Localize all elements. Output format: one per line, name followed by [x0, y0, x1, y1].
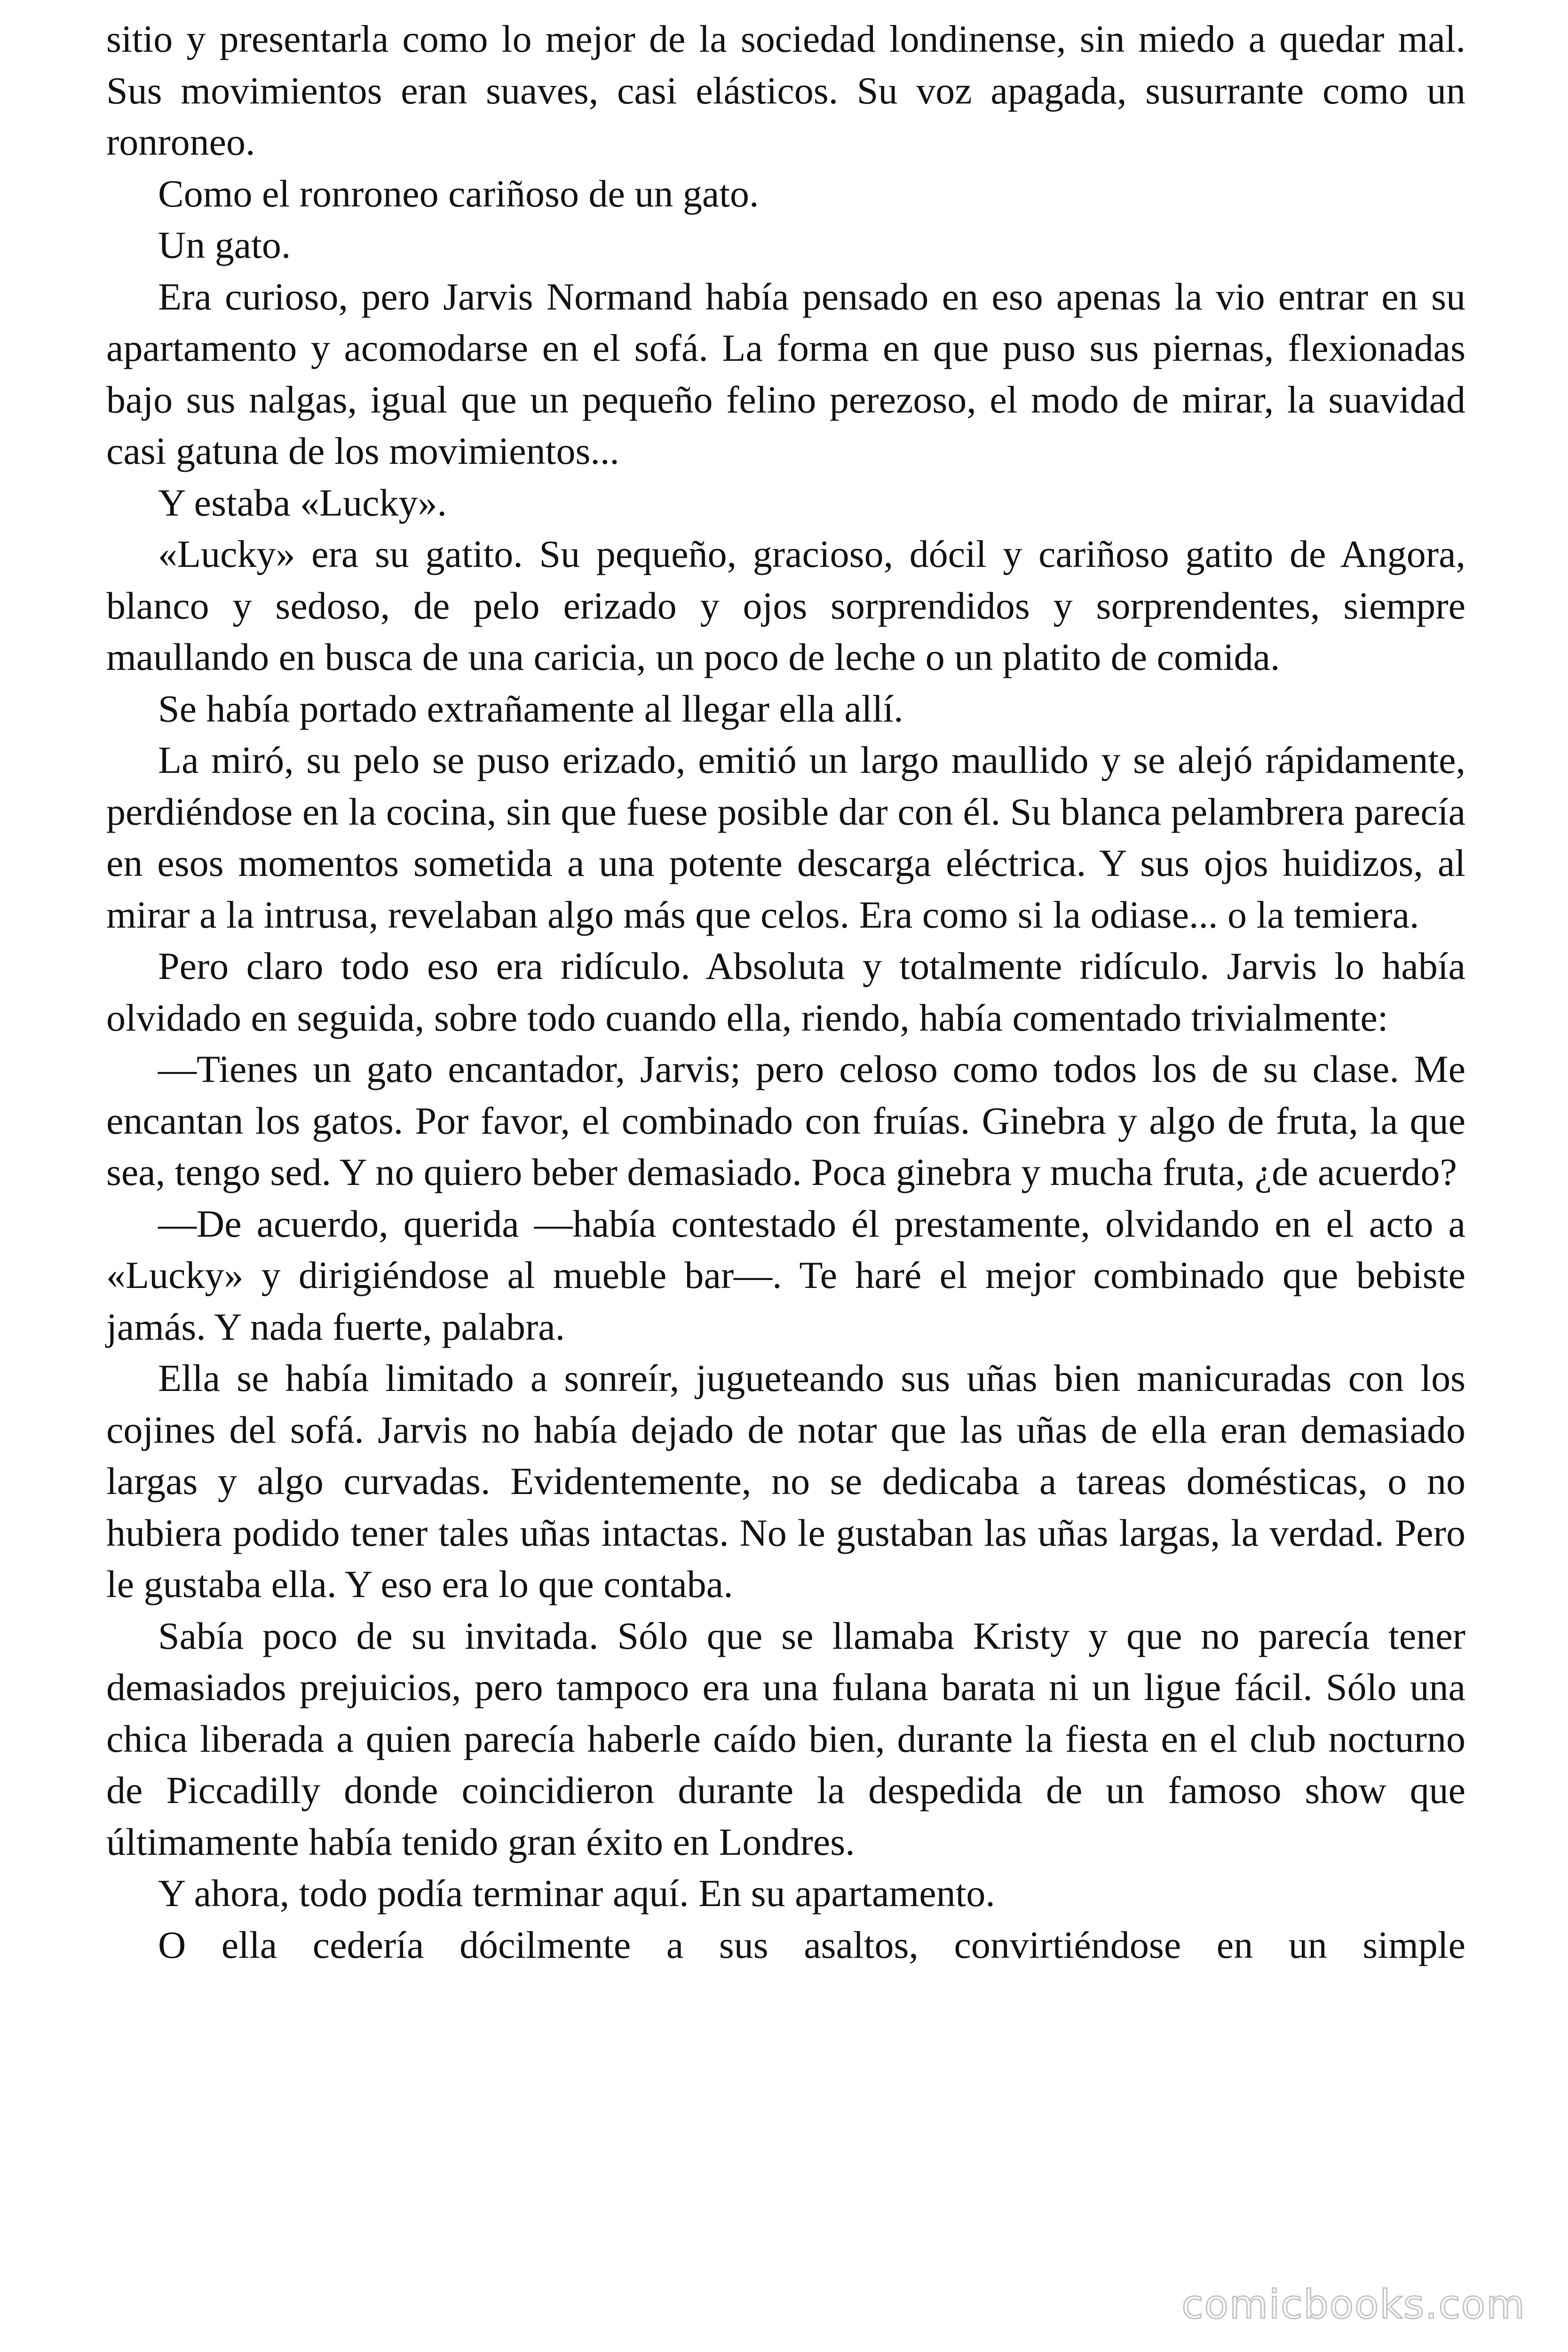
paragraph: O ella cedería dócilmente a sus asaltos, convirtiéndose en un simple [158, 1923, 1465, 1966]
paragraph: Era curioso, pero Jarvis Normand había pensado en eso apenas la vio entrar en su apartamento y acomodarse en el sofá. La forma en que puso sus piernas, flexionadas bajo sus nalgas, igual que un pequeño felino perezoso, el modo de mirar, la suavidad casi gatuna de los movimientos... [106, 275, 1465, 472]
paragraph: La miró, su pelo se puso erizado, emitió un largo maullido y se alejó rápidamente, perdiéndose en la cocina, sin que fuese posible dar con él. Su blanca pelambrera parecía en esos momentos sometida a una potente descarga eléctrica. Y sus ojos huidizos, al mirar a la intrusa, revelaban algo más que celos. Era como si la odiase... o la temiera. [106, 739, 1465, 936]
paragraph: sitio y presentarla como lo mejor de la sociedad londinense, sin miedo a quedar mal. Sus movimientos eran suaves, casi elásticos. Su voz apagada, susurrante como un ronroneo. [106, 17, 1465, 163]
paragraph: Pero claro todo eso era ridículo. Absoluta y totalmente ridículo. Jarvis lo había olvidado en seguida, sobre todo cuando ella, riendo, había comentado trivialmente: [106, 945, 1465, 1039]
paragraph: Ella se había limitado a sonreír, jugueteando sus uñas bien manicuradas con los cojines del sofá. Jarvis no había dejado de notar que las uñas de ella eran demasiado largas y algo curvadas. Evidentemente, no se dedicaba a tareas domésticas, o no hubiera podido tener tales uñas intactas. No le gustaban las uñas largas, la verdad. Pero le gustaba ella. Y eso era lo que contaba. [106, 1357, 1465, 1605]
paragraph: Un gato. [158, 223, 291, 266]
paragraph: Y estaba «Lucky». [158, 481, 447, 524]
page-body-text [106, 13, 1465, 1971]
paragraph: Se había portado extrañamente al llegar ella allí. [158, 687, 903, 730]
paragraph: —Tienes un gato encantador, Jarvis; pero celoso como todos los de su clase. Me encantan los gatos. Por favor, el combinado con fruías. Ginebra y algo de fruta, la que sea, tengo sed. Y no quiero beber demasiado. Poca ginebra y mucha fruta, ¿de acuerdo? [106, 1048, 1465, 1193]
paragraph: «Lucky» era su gatito. Su pequeño, gracioso, dócil y cariñoso gatito de Angora, blanco y sedoso, de pelo erizado y ojos sorprendidos y sorprendentes, siempre maullando en busca de una caricia, un poco de leche o un platito de comida. [106, 532, 1465, 678]
paragraph: Como el ronroneo cariñoso de un gato. [158, 172, 759, 215]
watermark-logo: comicbooks.com [1181, 2281, 1526, 2328]
paragraph: Sabía poco de su invitada. Sólo que se llamaba Kristy y que no parecía tener demasiados prejuicios, pero tampoco era una fulana barata ni un ligue fácil. Sólo una chica liberada a quien parecía haberle caído bien, durante la fiesta en el club nocturno de Piccadilly donde coincidieron durante la despedida de un famoso show que últimamente había tenido gran éxito en Londres. [106, 1614, 1465, 1863]
paragraph: —De acuerdo, querida —había contestado él prestamente, olvidando en el acto a «Lucky» y dirigiéndose al mueble bar—. Te haré el mejor combinado que bebiste jamás. Y nada fuerte, palabra. [106, 1202, 1465, 1348]
paragraph: Y ahora, todo podía terminar aquí. En su apartamento. [158, 1872, 995, 1915]
